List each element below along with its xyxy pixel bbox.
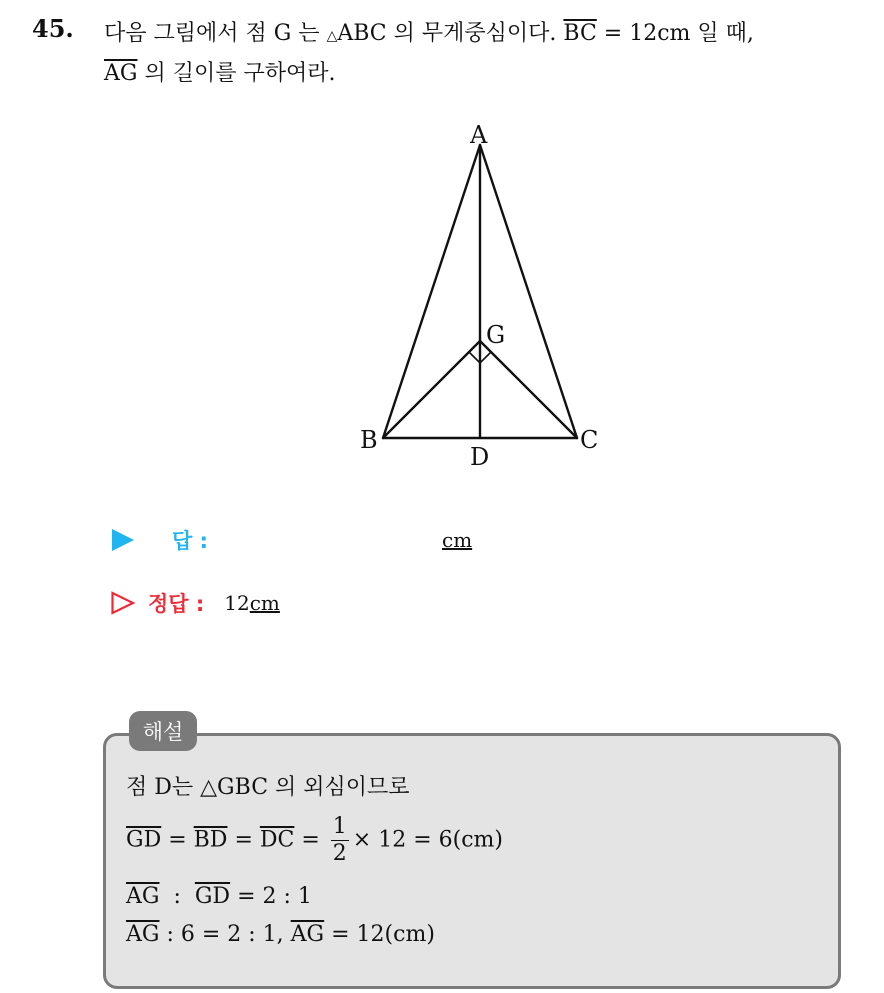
label-d: D [470, 443, 490, 471]
correct-answer-label: 정답 : [148, 592, 205, 616]
side-ac [480, 145, 577, 438]
solution-line2: $\overline{GD} = \overline{BD} = \overline{DC}$ = $\frac{1}{2}$ × 12 = 6(cm) [126, 814, 503, 866]
label-b: B [360, 426, 378, 454]
correct-answer-row [110, 588, 280, 618]
answer-unit: cm [442, 528, 473, 552]
answer-row [110, 525, 472, 555]
segment-bc: $\overline{BC}$ [563, 21, 597, 46]
solution-line4: $\overline{AG}$ : 6 = 2 : 1, $\overline{AG} = 12(cm)$ [126, 922, 435, 947]
solution-tag: 해설 [129, 711, 197, 751]
solution-line3: $\overline{AG}$ : $\overline{GD} = 2$ : 1 [126, 884, 312, 909]
correct-answer-unit: cm [249, 591, 280, 615]
triangle-figure [350, 115, 610, 475]
play-outline-icon [110, 591, 136, 615]
label-a: A [470, 121, 488, 149]
question-text-line2: $\overline{AG}$ 의 길이를 구하여라. [104, 61, 336, 86]
question-number: 45. [32, 14, 74, 43]
fraction-one-half: $\frac{1}{2}$ [332, 814, 347, 866]
play-filled-icon [110, 528, 136, 552]
label-c: C [580, 426, 599, 454]
answer-label: 답 : [172, 529, 208, 553]
correct-answer-value: 12 [224, 591, 250, 615]
side-ab [383, 145, 480, 438]
label-g: G [486, 321, 506, 349]
question-text-line1: 다음 그림에서 점 G 는 △ABC 의 무게중심이다. $\overline{BC} = 12cm$ 일 때, [104, 21, 754, 46]
segment-cg [480, 341, 577, 438]
segment-bg [383, 341, 480, 438]
solution-line1: 점 D는 △GBC 의 외심이므로 [126, 775, 410, 800]
segment-ag: $\overline{AG}$ [104, 61, 138, 86]
